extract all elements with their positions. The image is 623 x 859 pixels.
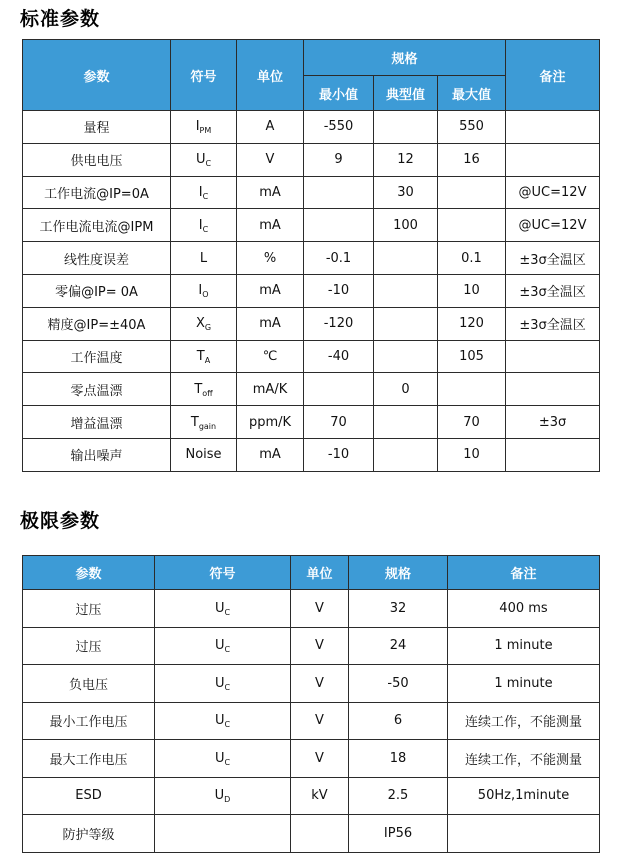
- table-row: [23, 702, 600, 740]
- cell-unit: V: [291, 702, 349, 740]
- cell-symbol: [171, 242, 237, 275]
- table-row: [23, 627, 600, 665]
- cell-max: 105: [438, 340, 506, 373]
- symbol-subscript: C: [224, 607, 231, 617]
- cell-min: [304, 176, 374, 209]
- symbol-subscript: C: [202, 224, 209, 234]
- symbol-base: U: [214, 713, 225, 729]
- cell-unit: A: [237, 111, 304, 144]
- table-row: [23, 111, 600, 144]
- cell-param: 工作电流@IP=0A: [23, 176, 171, 209]
- cell-symbol: [155, 702, 291, 740]
- cell-min: -10: [304, 438, 374, 471]
- cell-unit: ℃: [237, 340, 304, 373]
- cell-param: 工作温度: [23, 340, 171, 373]
- cell-param: 防护等级: [23, 815, 155, 853]
- cell-param: 过压: [23, 590, 155, 628]
- cell-max: [438, 176, 506, 209]
- cell-max: [438, 373, 506, 406]
- cell-unit: mA: [237, 176, 304, 209]
- symbol-base: I: [198, 184, 203, 200]
- cell-symbol: [155, 740, 291, 778]
- cell-note: @UC=12V: [506, 209, 600, 242]
- cell-param: 负电压: [23, 665, 155, 703]
- cell-typ: [374, 438, 438, 471]
- cell-symbol: [171, 340, 237, 373]
- cell-symbol: [171, 176, 237, 209]
- symbol-base: U: [214, 750, 225, 766]
- cell-note: 连续工作，不能测量: [448, 702, 600, 740]
- cell-unit: ppm/K: [237, 406, 304, 439]
- symbol-subscript: A: [204, 355, 211, 365]
- cell-symbol: [155, 665, 291, 703]
- cell-max: 70: [438, 406, 506, 439]
- symbol-base: U: [214, 638, 225, 654]
- cell-param: 量程: [23, 111, 171, 144]
- cell-max: 0.1: [438, 242, 506, 275]
- standard-params-table: [22, 39, 600, 472]
- table-row: [23, 740, 600, 778]
- cell-note: [506, 340, 600, 373]
- table-row: [23, 242, 600, 275]
- cell-note: [506, 438, 600, 471]
- symbol-subscript: O: [202, 290, 209, 300]
- cell-unit: mA: [237, 438, 304, 471]
- limit-col-header-param: 参数: [23, 556, 155, 590]
- cell-max: 120: [438, 307, 506, 340]
- symbol-base: U: [214, 675, 225, 691]
- cell-symbol: [171, 209, 237, 242]
- symbol-subscript: C: [202, 191, 209, 201]
- cell-symbol: [155, 590, 291, 628]
- cell-unit: V: [291, 665, 349, 703]
- cell-min: 70: [304, 406, 374, 439]
- cell-typ: [374, 340, 438, 373]
- symbol-base: I: [195, 119, 200, 135]
- cell-typ: [374, 274, 438, 307]
- cell-symbol: [171, 406, 237, 439]
- col-header-max: 最大值: [438, 76, 506, 111]
- cell-param: 过压: [23, 627, 155, 665]
- cell-note: ±3σ: [506, 406, 600, 439]
- cell-param: 最小工作电压: [23, 702, 155, 740]
- cell-unit: %: [237, 242, 304, 275]
- col-header-spec: 规格: [304, 40, 506, 76]
- cell-spec: 32: [349, 590, 448, 628]
- cell-param: 零点温漂: [23, 373, 171, 406]
- cell-min: -0.1: [304, 242, 374, 275]
- standard-params-title: 标准参数: [20, 8, 101, 30]
- symbol-base: U: [195, 152, 206, 168]
- cell-note: 1 minute: [448, 665, 600, 703]
- cell-symbol: [171, 373, 237, 406]
- cell-note: 400 ms: [448, 590, 600, 628]
- limit-col-header-symbol: 符号: [155, 556, 291, 590]
- cell-max: 10: [438, 274, 506, 307]
- table-row: [23, 665, 600, 703]
- cell-param: 最大工作电压: [23, 740, 155, 778]
- cell-typ: 30: [374, 176, 438, 209]
- symbol-base: I: [198, 283, 203, 299]
- cell-unit: V: [291, 590, 349, 628]
- cell-min: -40: [304, 340, 374, 373]
- cell-spec: 6: [349, 702, 448, 740]
- symbol-subscript: C: [224, 645, 231, 655]
- symbol-subscript: C: [224, 720, 231, 730]
- cell-min: -550: [304, 111, 374, 144]
- cell-unit: mA: [237, 209, 304, 242]
- cell-typ: [374, 111, 438, 144]
- cell-note: @UC=12V: [506, 176, 600, 209]
- cell-note: 50Hz,1minute: [448, 777, 600, 815]
- cell-min: -10: [304, 274, 374, 307]
- cell-max: 16: [438, 143, 506, 176]
- cell-note: 1 minute: [448, 627, 600, 665]
- cell-min: [304, 209, 374, 242]
- cell-typ: [374, 307, 438, 340]
- symbol-base: X: [195, 316, 205, 332]
- col-header-min: 最小值: [304, 76, 374, 111]
- cell-max: 550: [438, 111, 506, 144]
- symbol-subscript: C: [224, 757, 231, 767]
- symbol-base: L: [199, 250, 208, 266]
- cell-spec: -50: [349, 665, 448, 703]
- col-header-param: 参数: [23, 40, 171, 111]
- cell-symbol: [155, 777, 291, 815]
- cell-typ: [374, 242, 438, 275]
- cell-note: [506, 143, 600, 176]
- cell-note: ±3σ全温区: [506, 307, 600, 340]
- cell-min: 9: [304, 143, 374, 176]
- symbol-base: U: [214, 600, 225, 616]
- table-row: [23, 777, 600, 815]
- cell-symbol: [171, 438, 237, 471]
- symbol-subscript: D: [224, 795, 231, 805]
- symbol-subscript: G: [204, 323, 212, 333]
- cell-unit: V: [291, 627, 349, 665]
- cell-unit: V: [237, 143, 304, 176]
- cell-spec: 2.5: [349, 777, 448, 815]
- cell-symbol: [155, 627, 291, 665]
- symbol-base: T: [196, 348, 205, 364]
- symbol-base: Noise: [185, 447, 222, 463]
- cell-unit: [291, 815, 349, 853]
- table-row: [23, 373, 600, 406]
- table-row: [23, 176, 600, 209]
- cell-symbol: [155, 815, 291, 853]
- cell-max: 10: [438, 438, 506, 471]
- symbol-subscript: PM: [199, 126, 212, 136]
- symbol-subscript: off: [202, 388, 213, 398]
- cell-unit: kV: [291, 777, 349, 815]
- cell-param: 增益温漂: [23, 406, 171, 439]
- table-row: [23, 274, 600, 307]
- symbol-base: I: [198, 217, 203, 233]
- limit-col-header-spec: 规格: [349, 556, 448, 590]
- symbol-base: T: [190, 414, 199, 430]
- cell-spec: IP56: [349, 815, 448, 853]
- symbol-subscript: gain: [198, 421, 217, 431]
- symbol-subscript: C: [224, 682, 231, 692]
- cell-note: [506, 373, 600, 406]
- cell-min: [304, 373, 374, 406]
- cell-param: 工作电流电流@IPM: [23, 209, 171, 242]
- cell-note: 连续工作，不能测量: [448, 740, 600, 778]
- table-row: [23, 143, 600, 176]
- cell-param: 零偏@IP= 0A: [23, 274, 171, 307]
- col-header-symbol: 符号: [171, 40, 237, 111]
- table-row: [23, 406, 600, 439]
- col-header-unit: 单位: [237, 40, 304, 111]
- col-header-note: 备注: [506, 40, 600, 111]
- cell-param: 线性度误差: [23, 242, 171, 275]
- cell-typ: 100: [374, 209, 438, 242]
- cell-param: 输出噪声: [23, 438, 171, 471]
- cell-unit: mA/K: [237, 373, 304, 406]
- cell-min: -120: [304, 307, 374, 340]
- cell-unit: V: [291, 740, 349, 778]
- cell-max: [438, 209, 506, 242]
- cell-note: ±3σ全温区: [506, 242, 600, 275]
- col-header-typ: 典型值: [374, 76, 438, 111]
- cell-param: 供电电压: [23, 143, 171, 176]
- table-row: [23, 438, 600, 471]
- cell-typ: 0: [374, 373, 438, 406]
- table-row: [23, 590, 600, 628]
- limit-col-header-unit: 单位: [291, 556, 349, 590]
- table-row: [23, 307, 600, 340]
- cell-param: ESD: [23, 777, 155, 815]
- cell-note: [506, 111, 600, 144]
- cell-typ: 12: [374, 143, 438, 176]
- table-row: [23, 209, 600, 242]
- cell-param: 精度@IP=±40A: [23, 307, 171, 340]
- cell-spec: 24: [349, 627, 448, 665]
- table-row: [23, 815, 600, 853]
- cell-note: [448, 815, 600, 853]
- limit-params-title: 极限参数: [20, 510, 101, 532]
- cell-spec: 18: [349, 740, 448, 778]
- cell-unit: mA: [237, 307, 304, 340]
- cell-symbol: [171, 143, 237, 176]
- cell-typ: [374, 406, 438, 439]
- cell-unit: mA: [237, 274, 304, 307]
- limit-params-table: [22, 555, 600, 853]
- symbol-subscript: C: [205, 159, 212, 169]
- cell-symbol: [171, 111, 237, 144]
- cell-note: ±3σ全温区: [506, 274, 600, 307]
- table-row: [23, 340, 600, 373]
- limit-col-header-note: 备注: [448, 556, 600, 590]
- cell-symbol: [171, 307, 237, 340]
- symbol-base: U: [214, 788, 225, 804]
- cell-symbol: [171, 274, 237, 307]
- symbol-base: T: [194, 381, 203, 397]
